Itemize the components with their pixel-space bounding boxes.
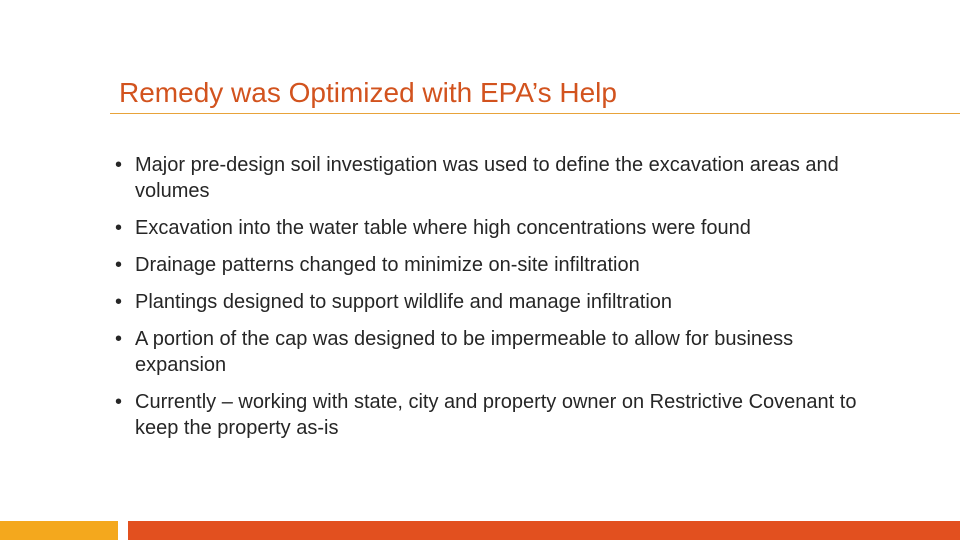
slide-title: Remedy was Optimized with EPA’s Help — [119, 77, 617, 108]
bullet-item — [115, 289, 875, 315]
bullet-marker: • — [115, 254, 123, 276]
bullet-marker: • — [115, 291, 123, 313]
footer-accent-bar-right — [128, 521, 960, 540]
bullet-item — [115, 326, 875, 378]
bullet-marker: • — [115, 328, 123, 350]
title-underline — [110, 113, 960, 114]
bullet-text: Drainage patterns changed to minimize on-site infiltration — [135, 254, 640, 276]
bullet-item — [115, 152, 875, 204]
bullet-item — [115, 389, 875, 441]
bullet-item — [115, 215, 875, 241]
bullet-text: A portion of the cap was designed to be impermeable to allow for business expansion — [135, 328, 794, 376]
footer-accent-bar-left — [0, 521, 118, 540]
bullet-marker: • — [115, 217, 123, 239]
bullet-text: Currently – working with state, city and property owner on Restrictive Covenant to keep the property as-is — [135, 391, 857, 439]
bullet-text: Plantings designed to support wildlife and manage infiltration — [135, 291, 673, 313]
bullet-item — [115, 252, 875, 278]
bullet-text: Excavation into the water table where high concentrations were found — [135, 217, 751, 239]
bullet-text: Major pre-design soil investigation was used to define the excavation areas and volumes — [135, 154, 839, 202]
bullet-marker: • — [115, 391, 123, 413]
bullet-marker: • — [115, 154, 123, 176]
bullet-list — [115, 152, 875, 452]
